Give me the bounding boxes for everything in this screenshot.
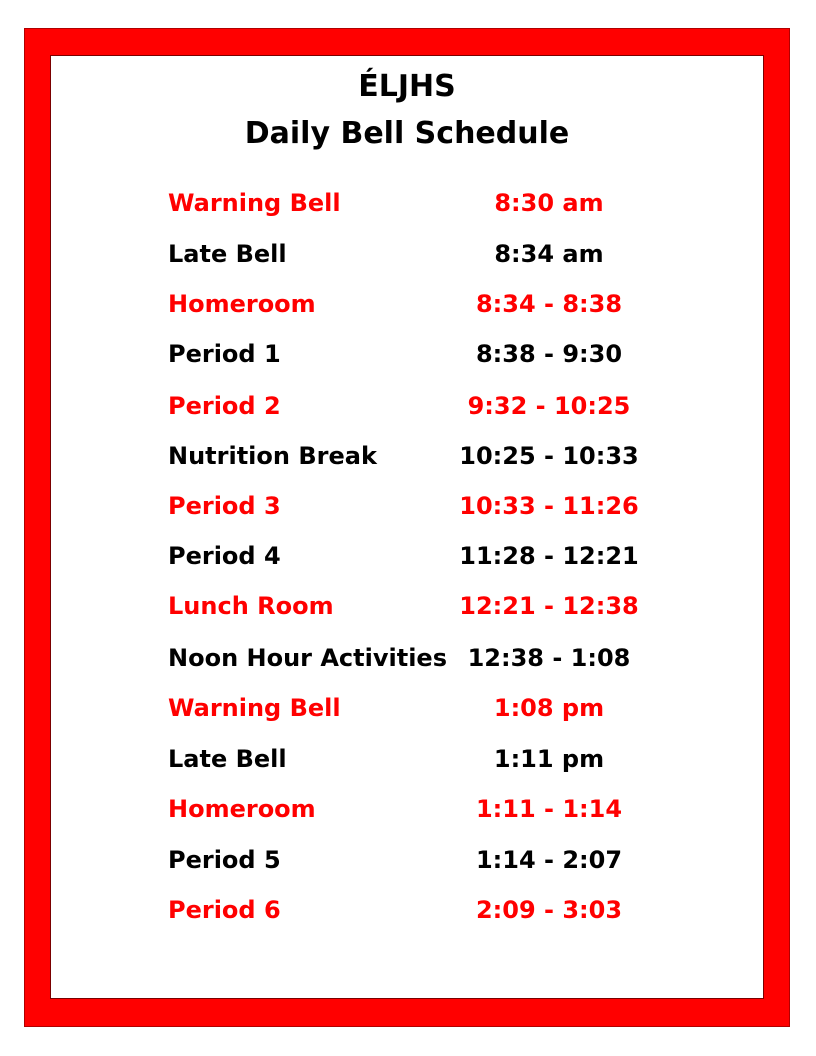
period-label: Period 4 [168, 542, 281, 570]
period-time: 10:25 - 10:33 [459, 442, 639, 470]
period-time: 8:30 am [494, 189, 604, 217]
period-time: 10:33 - 11:26 [459, 492, 639, 520]
period-time: 1:11 pm [493, 745, 605, 773]
period-label: Homeroom [168, 290, 316, 318]
period-label: Period 2 [168, 392, 281, 420]
period-time: 1:08 pm [493, 694, 605, 722]
schedule-row [0, 641, 816, 675]
schedule-row [0, 792, 816, 826]
page-title: Daily Bell Schedule [244, 116, 570, 151]
schedule-row [0, 439, 816, 473]
period-time: 12:21 - 12:38 [459, 592, 639, 620]
schedule-row [0, 589, 816, 623]
period-time: 9:32 - 10:25 [467, 392, 631, 420]
period-time: 8:34 am [494, 240, 604, 268]
period-time: 8:38 - 9:30 [475, 340, 623, 368]
schedule-row [0, 843, 816, 877]
period-time: 1:14 - 2:07 [475, 846, 623, 874]
period-label: Noon Hour Activities [168, 644, 447, 672]
period-label: Lunch Room [168, 592, 334, 620]
period-label: Homeroom [168, 795, 316, 823]
period-label: Late Bell [168, 240, 287, 268]
schedule-row [0, 186, 816, 220]
schedule-row [0, 389, 816, 423]
schedule-row [0, 691, 816, 725]
schedule-row [0, 237, 816, 271]
schedule-row [0, 287, 816, 321]
schedule-row [0, 489, 816, 523]
schedule-row [0, 893, 816, 927]
period-time: 2:09 - 3:03 [475, 896, 623, 924]
period-label: Period 3 [168, 492, 281, 520]
period-label: Period 6 [168, 896, 281, 924]
period-label: Period 1 [168, 340, 281, 368]
period-label: Period 5 [168, 846, 281, 874]
period-label: Warning Bell [168, 189, 341, 217]
period-time: 12:38 - 1:08 [467, 644, 631, 672]
period-time: 1:11 - 1:14 [475, 795, 623, 823]
period-label: Late Bell [168, 745, 287, 773]
schedule-row [0, 337, 816, 371]
school-name: ÉLJHS [358, 69, 456, 104]
period-time: 8:34 - 8:38 [475, 290, 623, 318]
schedule-row [0, 742, 816, 776]
schedule-row [0, 539, 816, 573]
period-label: Warning Bell [168, 694, 341, 722]
period-label: Nutrition Break [168, 442, 377, 470]
period-time: 11:28 - 12:21 [459, 542, 639, 570]
